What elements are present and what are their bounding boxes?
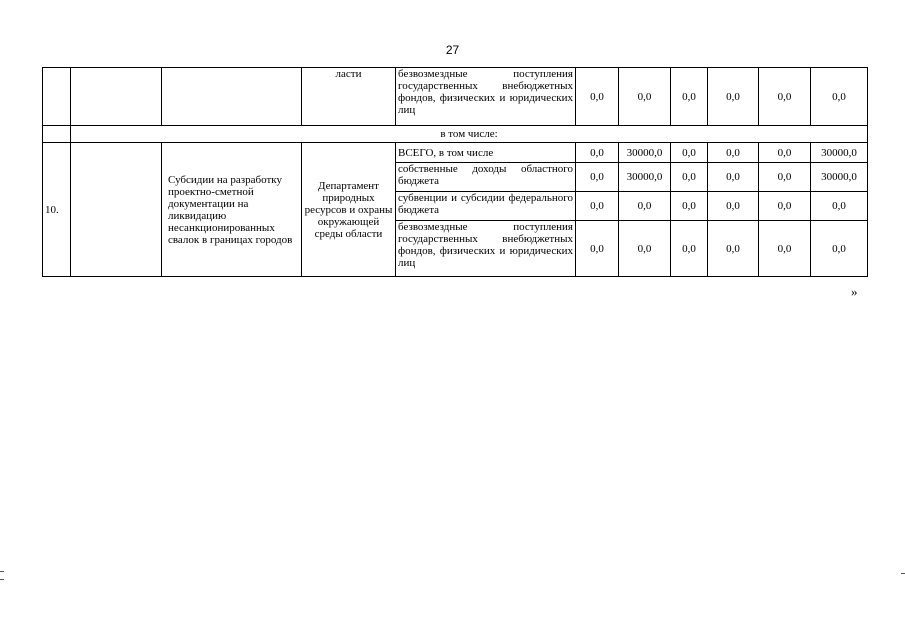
- table-subheader-row: [43, 126, 868, 143]
- name-cell: [162, 68, 302, 126]
- item-number: 10.: [43, 143, 71, 277]
- value-cell: 0,0: [759, 163, 811, 192]
- value-cell: 30000,0: [619, 143, 671, 163]
- scan-edge-mark: [0, 571, 4, 572]
- value-cell: 0,0: [671, 68, 708, 126]
- responsible-cell: ласти: [302, 68, 396, 126]
- scan-edge-mark: [901, 573, 905, 574]
- value-cell: 0,0: [671, 143, 708, 163]
- item-responsible: Департамент природных ресурсов и охраны окружающей среды области: [302, 143, 396, 277]
- row-number-cell: [43, 68, 71, 126]
- value-cell: 0,0: [619, 221, 671, 277]
- value-cell: 0,0: [576, 163, 619, 192]
- item-name: Субсидии на разработку проектно-сметной документации на ликвидацию несанкционированных свалок в границах городов: [162, 143, 302, 277]
- value-cell: 0,0: [671, 192, 708, 221]
- subheader-text: в том числе:: [71, 126, 868, 143]
- code-cell: [71, 68, 162, 126]
- value-cell: 0,0: [708, 143, 759, 163]
- funding-source-cell: собственные доходы областного бюджета: [396, 163, 576, 192]
- value-cell: 0,0: [576, 68, 619, 126]
- value-cell: 0,0: [619, 192, 671, 221]
- closing-quote: »: [851, 284, 858, 299]
- value-cell: 0,0: [759, 68, 811, 126]
- funding-source-cell: безвозмездные поступления государственных внебюджетных фондов, физических и юридических лиц: [396, 221, 576, 277]
- funding-source-cell: субвенции и субсидии федерального бюджета: [396, 192, 576, 221]
- page-number: 27: [445, 43, 460, 57]
- value-cell: 0,0: [671, 163, 708, 192]
- row-number-cell: [43, 126, 71, 143]
- value-cell: 0,0: [759, 221, 811, 277]
- code-cell: [71, 143, 162, 277]
- value-cell: 0,0: [671, 221, 708, 277]
- funding-source-cell: безвозмездные поступления государственных внебюджетных фондов, физических и юридических лиц: [396, 68, 576, 126]
- value-cell: 0,0: [811, 221, 868, 277]
- value-cell: 0,0: [811, 192, 868, 221]
- value-cell: 30000,0: [811, 143, 868, 163]
- value-cell: 0,0: [619, 68, 671, 126]
- value-cell: 0,0: [759, 192, 811, 221]
- value-cell: 0,0: [576, 192, 619, 221]
- value-cell: 0,0: [759, 143, 811, 163]
- value-cell: 0,0: [811, 68, 868, 126]
- table-row: [43, 143, 868, 163]
- table-row: [43, 68, 868, 126]
- value-cell: 0,0: [576, 221, 619, 277]
- scan-edge-mark: [0, 579, 4, 580]
- value-cell: 30000,0: [619, 163, 671, 192]
- value-cell: 0,0: [708, 163, 759, 192]
- budget-table: [42, 67, 868, 277]
- value-cell: 30000,0: [811, 163, 868, 192]
- value-cell: 0,0: [708, 192, 759, 221]
- funding-source-cell: ВСЕГО, в том числе: [396, 143, 576, 163]
- value-cell: 0,0: [708, 221, 759, 277]
- value-cell: 0,0: [576, 143, 619, 163]
- value-cell: 0,0: [708, 68, 759, 126]
